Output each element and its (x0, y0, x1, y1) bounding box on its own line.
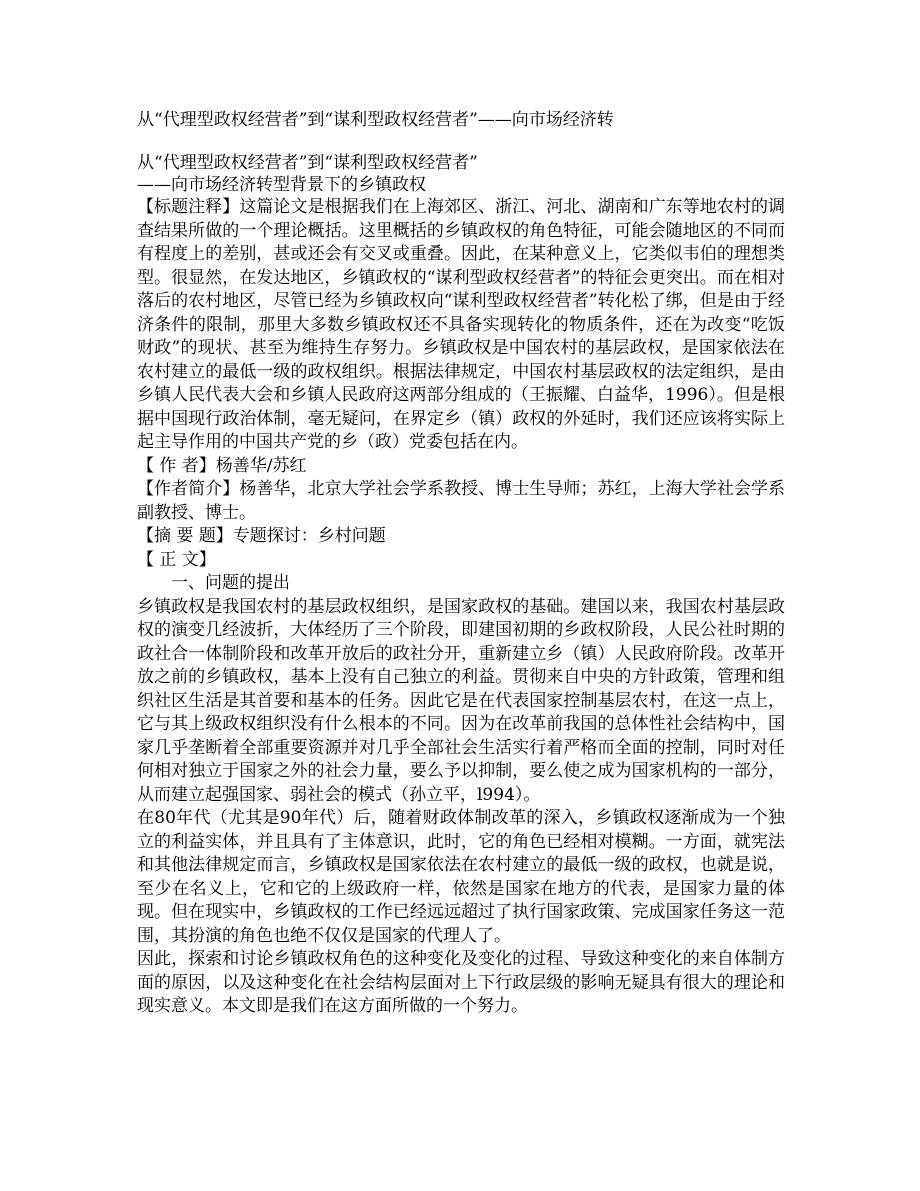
section-heading: 一、问题的提出 (171, 573, 290, 593)
body-paragraph: 乡镇政权是我国农村的基层政权组织，是国家政权的基础。建国以来，我国农村基层政权的演变几经波折，大体经历了三个阶段，即建国初期的乡政权阶段，人民公社时期的政社合一体制阶段和改革开放后的政社分开，重新建立乡（镇）人民政府阶段。改革开放之前的乡镇政权，基本上没有自己独立的利益。贯彻来自中央的方针政策，管理和组织社区生活是其首要和基本的任务。因此它是在代表国家控制基层农村，在这一点上，它与其上级政权组织没有什么根本的不同。因为在改革前我国的总体性社会结构中，国家几乎垄断着全部重要资源并对几乎全部社会生活实行着严格而全面的控制，同时对任何相对独立于国家之外的社会力量，要么予以抑制，要么使之成为国家机构的一部分，从而建立起强国家、弱社会的模式（孙立平，l994）。 (137, 596, 785, 805)
article-subtitle: ——向市场经济转型背景下的乡镇政权 (137, 175, 426, 195)
document-header-title: 从“代理型政权经营者”到“谋利型政权经营者”——向市场经济转 (137, 110, 614, 130)
article-title: 从“代理型政权经营者”到“谋利型政权经营者” (137, 153, 478, 173)
title-note: 【标题注释】这篇论文是根据我们在上海郊区、浙江、河北、湖南和广东等地农村的调查结果所做的一个理论概括。这里概括的乡镇政权的角色特征，可能会随地区的不同而有程度上的差别，甚或还会有交叉或重叠。因此，在某种意义上，它类似韦伯的理想类型。很显然，在发达地区，乡镇政权的“谋利型政权经营者”的特征会更突出。而在相对落后的农村地区，尽管已经为乡镇政权向“谋利型政权经营者”转化松了绑，但是由于经济条件的限制，那里大多数乡镇政权还不具备实现转化的物质条件，还在为改变“吃饭财政”的现状、甚至为维持生存努力。乡镇政权是中国农村的基层政权，是国家依法在农村建立的最低一级的政权组织。根据法律规定，中国农村基层政权的法定组织，是由乡镇人民代表大会和乡镇人民政府这两部分组成的（王振耀、白益华，1996）。但是根据中国现行政治体制，毫无疑问，在界定乡（镇）政权的外延时，我们还应该将实际上起主导作用的中国共产党的乡（政）党委包括在内。 (137, 197, 785, 452)
document-page (137, 108, 785, 1019)
author-intro: 【作者简介】杨善华，北京大学社会学系教授、博士生导师；苏红，上海大学社会学系副教授、博士。 (137, 479, 785, 523)
body-label: 【 正 文】 (137, 549, 216, 570)
body-paragraph: 在80年代（尤其是90年代）后，随着财政体制改革的深入，乡镇政权逐渐成为一个独立的利益实体，并且具有了主体意识，此时，它的角色已经相对模糊。一方面，就宪法和其他法律规定而言，乡镇政权是国家依法在农村建立的最低一级的政权，也就是说，至少在名义上，它和它的上级政府一样，依然是国家在地方的代表，是国家力量的体现。但在现实中，乡镇政权的工作已经远远超过了执行国家政策、完成国家任务这一范围，其扮演的角色也绝不仅仅是国家的代理人了。 (137, 808, 785, 946)
body-paragraph: 因此，探索和讨论乡镇政权角色的这种变化及变化的过程、导致这种变化的来自体制方面的原因，以及这种变化在社会结构层面对上下行政层级的影响无疑具有很大的理论和现实意义。本文即是我们在这方面所做的一个努力。 (137, 949, 785, 1016)
abstract-topic: 【摘 要 题】专题探讨：乡村问题 (137, 526, 386, 546)
authors-line: 【 作 者】杨善华/苏红 (137, 455, 307, 476)
